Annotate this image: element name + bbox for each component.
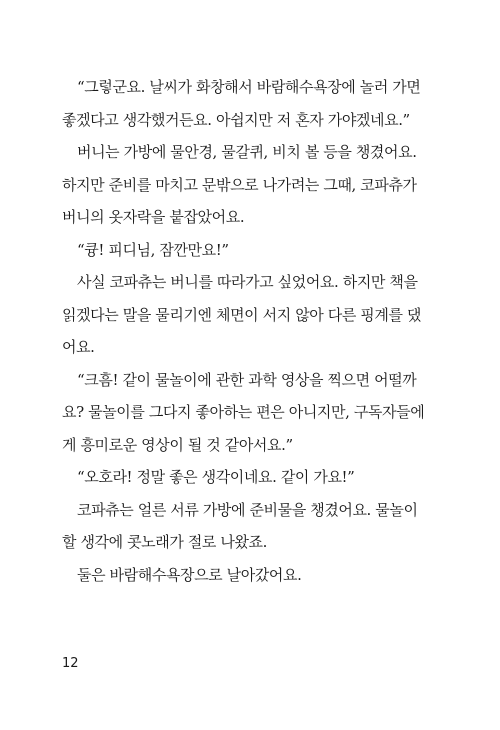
text-line: 둘은 바람해수욕장으로 날아갔어요. <box>77 565 302 584</box>
body-text <box>62 71 442 591</box>
text-line: “그렇군요. 날씨가 화창해서 바람해수욕장에 놀러 가면 <box>77 78 421 96</box>
text-line: 버니는 가방에 물안경, 물갈퀴, 비치 볼 등을 챙겼어요. <box>77 143 417 161</box>
text-line: 어요. <box>62 338 95 356</box>
text-line: 사실 코파츄는 버니를 따라가고 싶었어요. 하지만 책을 <box>77 273 418 291</box>
text-line: “크흠! 같이 물놀이에 관한 과학 영상을 찍으면 어떨까 <box>77 370 417 389</box>
text-line: 하지만 준비를 마치고 문밖으로 나가려는 그때, 코파츄가 <box>62 175 417 194</box>
text-line: 좋겠다고 생각했거든요. 아쉽지만 저 혼자 가야겠네요.” <box>62 110 410 129</box>
text-line: 코파츄는 얼른 서류 가방에 준비물을 챙겼어요. 물놀이 <box>77 500 418 519</box>
text-line: 할 생각에 콧노래가 절로 나왔죠. <box>62 533 268 551</box>
text-line: “오호라! 정말 좋은 생각이네요. 같이 가요!” <box>77 468 355 486</box>
page-number: 12 <box>62 656 79 671</box>
text-line: 버니의 옷자락을 붙잡았어요. <box>62 208 245 226</box>
text-line: 읽겠다는 말을 물리기엔 체면이 서지 않아 다른 핑계를 댔 <box>62 305 422 324</box>
text-line: “큥! 피디님, 잠깐만요!” <box>77 240 229 259</box>
text-line: 게 흥미로운 영상이 될 것 같아서요.” <box>62 435 293 454</box>
text-line: 요? 물놀이를 그다지 좋아하는 편은 아니지만, 구독자들에 <box>62 403 425 421</box>
